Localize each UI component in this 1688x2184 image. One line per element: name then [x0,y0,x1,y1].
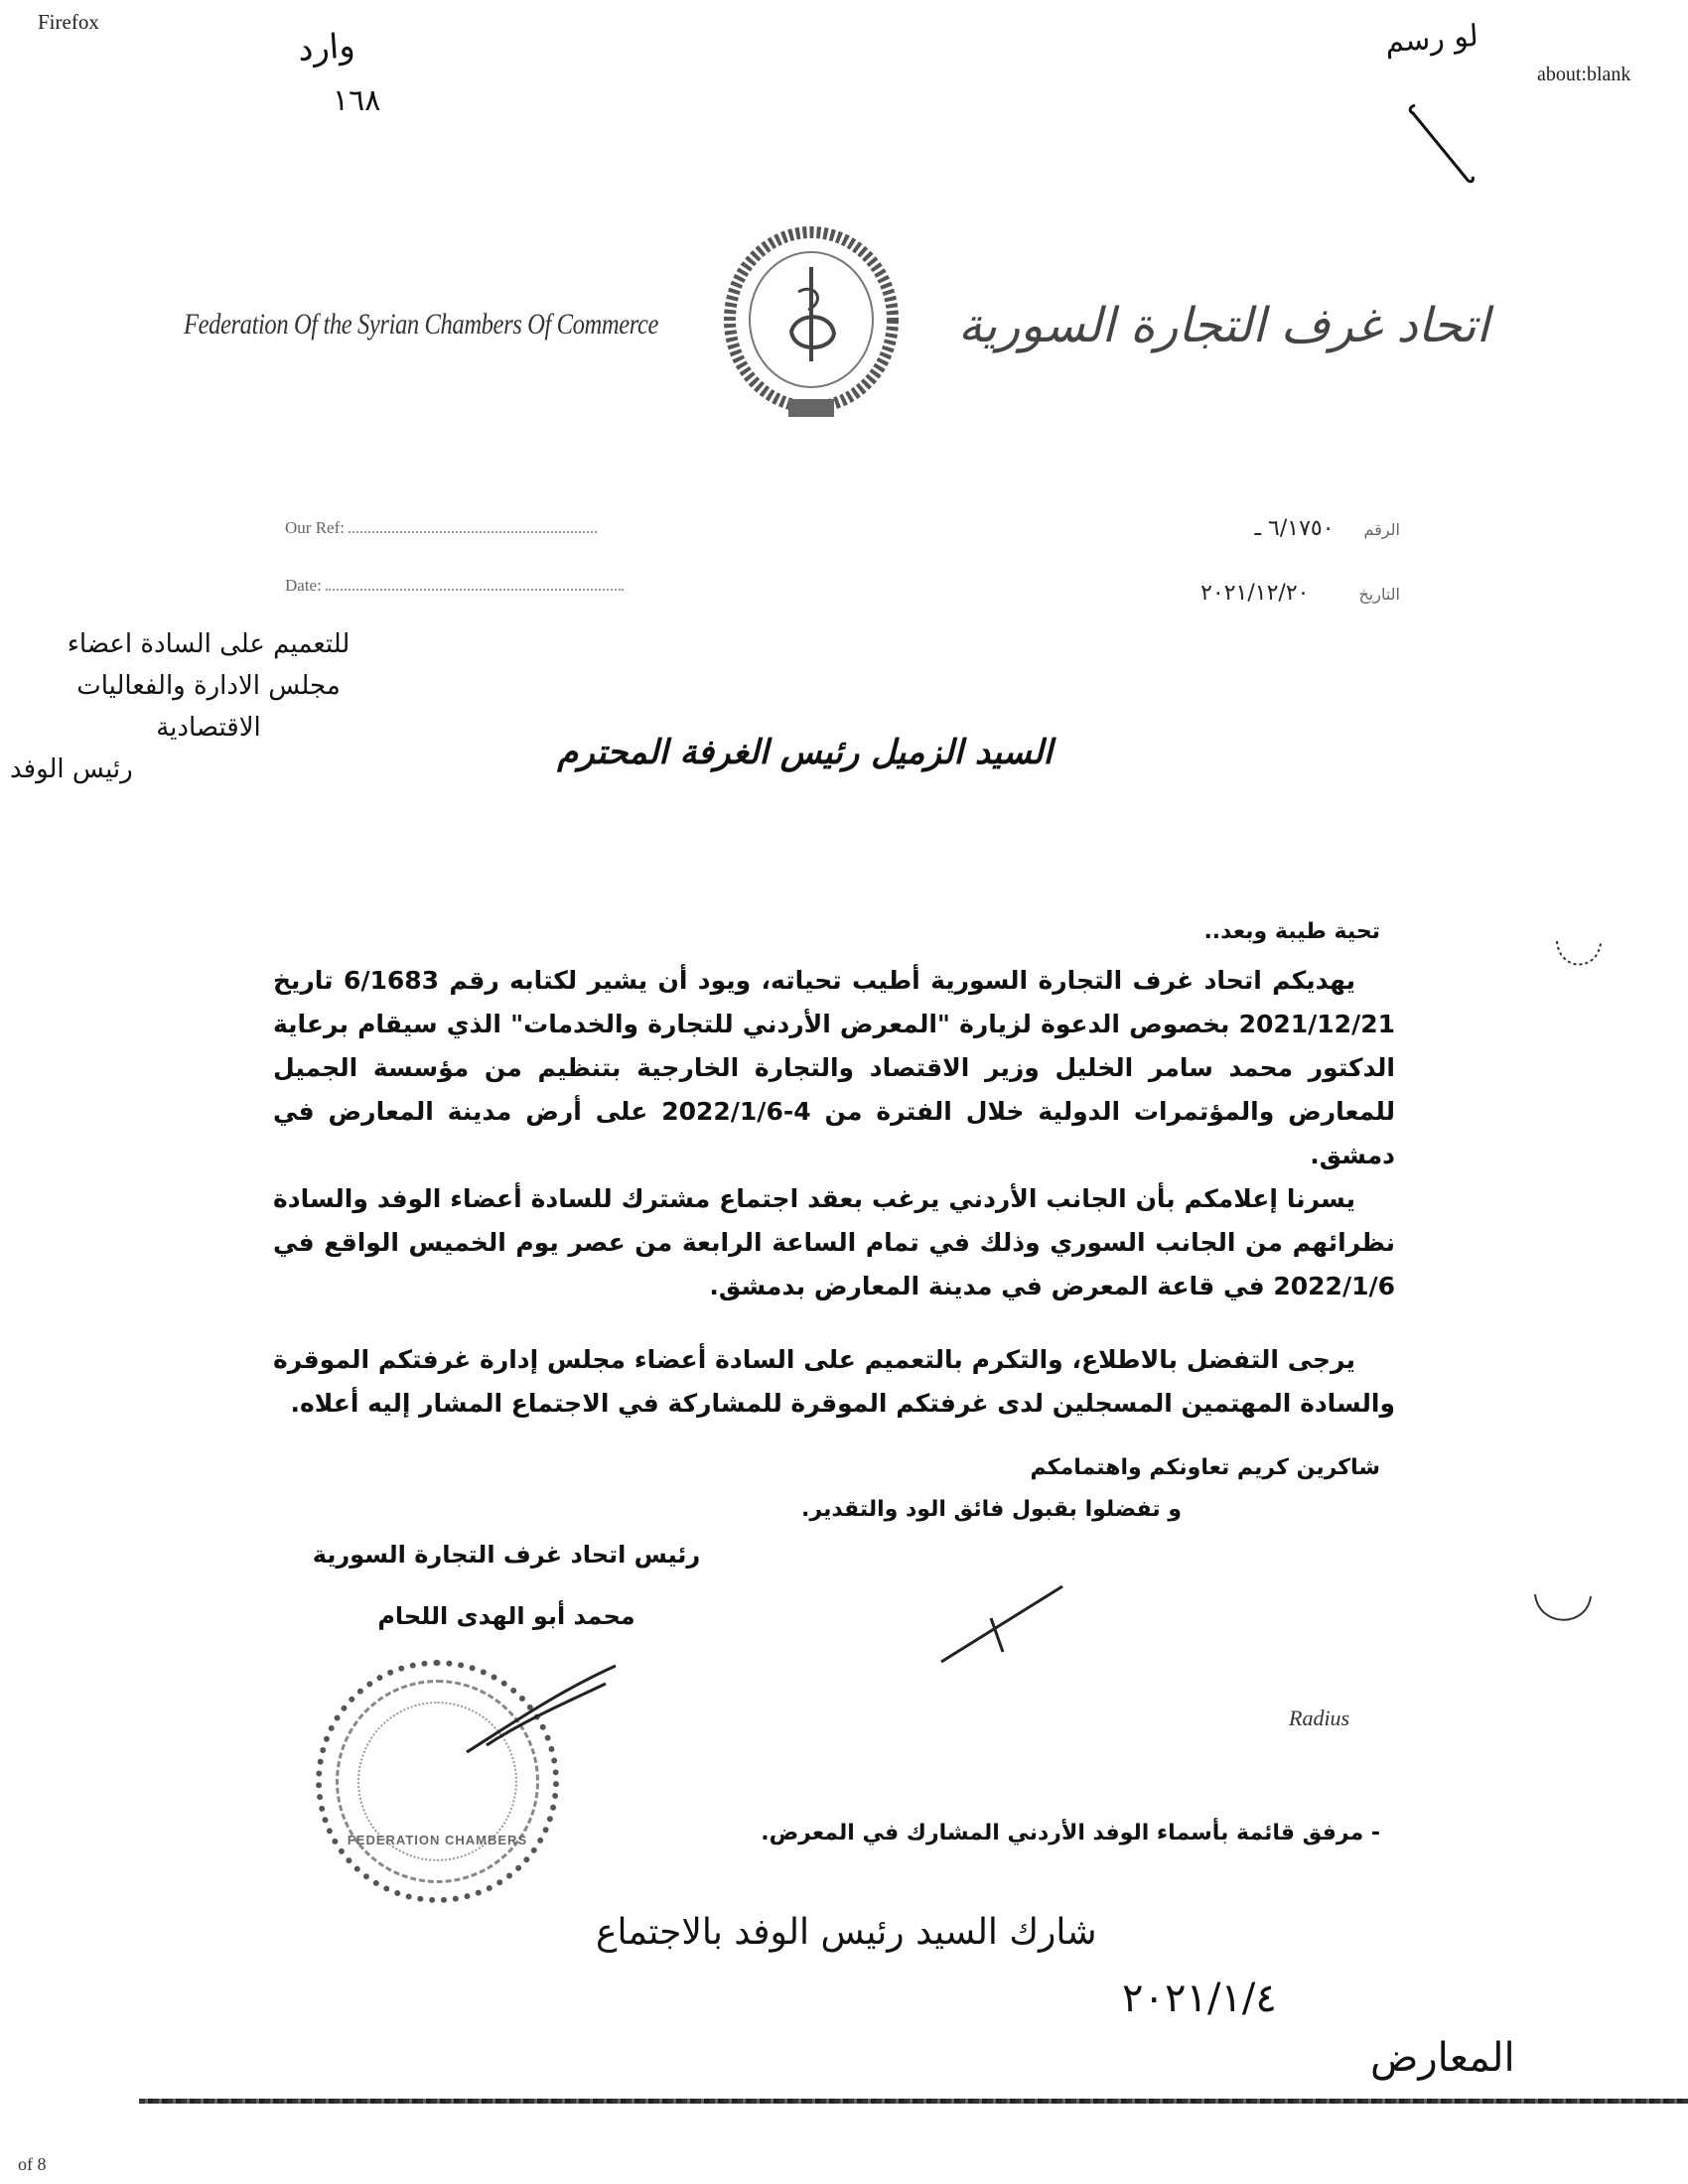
body-paragraph-3: يرجى التفضل بالاطلاع، والتكرم بالتعميم على السادة أعضاء مجلس إدارة غرفتكم الموقرة والسادة المهتمين المسجلين لدى غرفتكم الموقرة للمشاركة في الاجتماع المشار إليه أعلاه. [273,1345,1395,1418]
closing-regards: و تفضلوا بقبول فائق الود والتقدير. [801,1497,1182,1522]
footer-rule [139,2099,1688,2104]
margin-note-line: الاقتصادية [156,713,261,743]
salutation: السيد الزميل رئيس الغرفة المحترم [557,733,1053,772]
signatory-title: رئيس اتحاد غرف التجارة السورية [312,1541,701,1569]
handwritten-bottom-date: ٢٠٢١/١/٤ [1122,1976,1277,2021]
body-paragraph-1: يهديكم اتحاد غرف التجارة السورية أطيب تحياته، ويود أن يشير لكتابه رقم 6/1683 تاريخ 2021/12/21 بخصوص الدعوة لزيارة "المعرض الأردني للتجارة والخدمات" الذي سيقام برعاية الدكتور محمد سامر الخليل وزير الاقتصاد والتجارة الخارجية بتنظيم من مؤسسة الجميل للمعارض والمؤتمرات الدولية خلال الفترة من 4-2022/1/6 على أرض مدينة المعارض في دمشق. [273,966,1395,1169]
radius-label: Radius [1289,1706,1350,1730]
punch-hole-mark [1529,1588,1599,1638]
ref-label-ar: الرقم [1363,520,1400,539]
attachment-note: - مرفق قائمة بأسماء الوفد الأردني المشارك في المعرض. [761,1821,1380,1845]
handwritten-bottom-signature: المعارض [1370,2035,1515,2081]
margin-note-line: رئيس الوفد [10,754,133,784]
body-paragraph-2: يسرنا إعلامكم بأن الجانب الأردني يرغب بعقد اجتماع مشترك للسادة أعضاء الوفد والسادة نظرائهم من الجانب السوري وذلك في تمام الساعة الرابعة من عصر يوم الخميس الواقع في 2022/1/6 في قاعة المعرض في مدينة المعارض بدمشق. [273,1184,1395,1300]
handwritten-slash-mark [1405,99,1484,189]
our-ref-label: Our Ref: [285,518,345,537]
date-value: ٢٠٢١/١٢/٢٠ [1200,581,1310,606]
handwritten-bottom-note: شارك السيد رئيس الوفد بالاجتماع [596,1912,1097,1953]
our-ref-field [285,518,597,538]
margin-note-line: مجلس الادارة والفعاليات [76,671,341,701]
print-header-url: about:blank [1537,64,1631,85]
page-footer: of 8 [18,2154,47,2174]
signatory-name: محمد أبو الهدى اللحام [377,1602,635,1630]
margin-note-line: للتعميم على السادة اعضاء [67,629,351,659]
ref-number-ar [1255,516,1400,541]
date-blank [326,589,624,591]
ref-number-value: ٦/١٧٥٠ ـ [1254,516,1335,541]
letter-body [273,959,1395,1426]
date-label: Date: [285,576,322,595]
handwritten-received-note: وارد [296,26,356,69]
letterhead-arabic-name: اتحاد غرف التجارة السورية [957,298,1489,353]
handwritten-top-right-note: لو رسم [1383,18,1479,61]
date-field [285,576,624,596]
handwritten-signature-mark [933,1578,1072,1668]
signature-over-seal [447,1658,626,1757]
letterhead-english-name: Federation Of the Syrian Chambers Of Commerce [184,308,659,341]
punch-hole-mark [1549,933,1609,983]
date-label-ar: التاريخ [1358,585,1400,604]
print-header-app: Firefox [38,10,99,34]
our-ref-blank [349,531,597,533]
seal-text: FEDERATION CHAMBERS [347,1833,528,1847]
handwritten-margin-note [10,623,407,790]
date-ar [1200,581,1400,606]
closing-thanks: شاكرين كريم تعاونكم واهتمامكم [1030,1455,1380,1480]
greeting: تحية طيبة وبعد.. [1203,919,1380,944]
handwritten-received-number: ١٦٨ [333,83,381,118]
federation-logo-icon [717,222,906,421]
